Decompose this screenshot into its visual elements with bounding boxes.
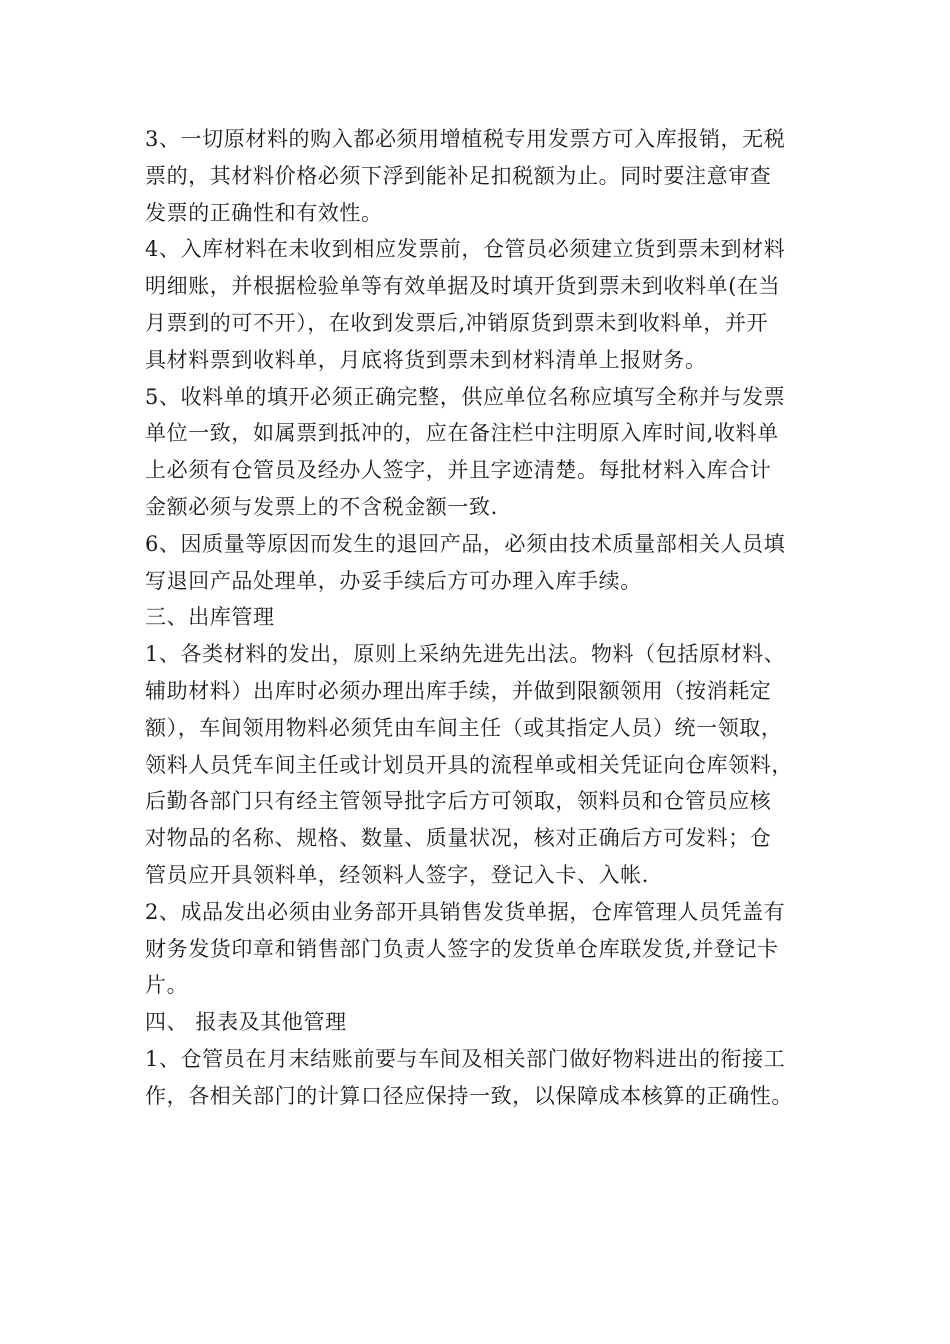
text-line: 2、成品发出必须由业务部开具销售发货单据，仓库管理人员凭盖有 xyxy=(145,899,786,924)
text-line: 发票的正确性和有效性。 xyxy=(145,200,383,225)
text-line: 作，各相关部门的计算口径应保持一致，以保障成本核算的正确性。 xyxy=(145,1083,793,1108)
text-line: 辅助材料）出库时必须办理出库手续，并做到限额领用（按消耗定 xyxy=(145,678,772,703)
document-body xyxy=(145,121,810,1115)
text-line: 后勤各部门只有经主管领导批字后方可领取，领料员和仓管员应核 xyxy=(145,789,772,814)
text-line: 具材料票到收料单，月底将货到票未到材料清单上报财务。 xyxy=(145,347,707,372)
text-line: 1、各类材料的发出，原则上采纳先进先出法。物料（包括原材料、 xyxy=(145,642,786,667)
text-line: 金额必须与发票上的不含税金额一致. xyxy=(145,494,498,519)
text-line: 4、入库材料在未收到相应发票前，仓管员必须建立货到票未到材料 xyxy=(145,237,786,262)
text-line: 对物品的名称、规格、数量、质量状况，核对正确后方可发料；仓 xyxy=(145,826,772,851)
text-line: 明细账，并根据检验单等有效单据及时填开货到票未到收料单(在当 xyxy=(145,274,781,299)
text-line: 月票到的可不开），在收到发票后,冲销原货到票未到收料单，并开 xyxy=(145,310,769,335)
text-line: 3、一切原材料的购入都必须用增植税专用发票方可入库报销，无税 xyxy=(145,127,786,151)
section-heading: 四、 报表及其他管理 xyxy=(145,1010,347,1035)
text-line: 单位一致，如属票到抵冲的，应在备注栏中注明原入库时间,收料单 xyxy=(145,421,779,446)
text-line: 5、收料单的填开必须正确完整，供应单位名称应填写全称并与发票 xyxy=(145,384,786,409)
text-line: 管员应开具领料单，经领料人签字，登记入卡、入帐. xyxy=(145,862,650,887)
text-line: 票的，其材料价格必须下浮到能补足扣税额为止。同时要注意审查 xyxy=(145,163,772,188)
text-line: 1、仓管员在月末结账前要与车间及相关部门做好物料进出的衔接工 xyxy=(145,1046,786,1071)
text-line: 片。 xyxy=(145,973,189,998)
text-line: 领料人员凭车间主任或计划员开具的流程单或相关凭证向仓库领料， xyxy=(145,752,793,777)
text-line: 6、因质量等原因而发生的退回产品，必须由技术质量部相关人员填 xyxy=(145,531,786,556)
text-line: 写退回产品处理单，办妥手续后方可办理入库手续。 xyxy=(145,568,642,593)
text-line: 额），车间领用物料必须凭由车间主任（或其指定人员）统一领取， xyxy=(145,715,783,740)
text-line: 财务发货印章和销售部门负责人签字的发货单仓库联发货,并登记卡 xyxy=(145,936,779,961)
text-line: 上必须有仓管员及经办人签字，并且字迹清楚。每批材料入库合计 xyxy=(145,458,772,483)
section-heading: 三、出库管理 xyxy=(145,605,275,630)
